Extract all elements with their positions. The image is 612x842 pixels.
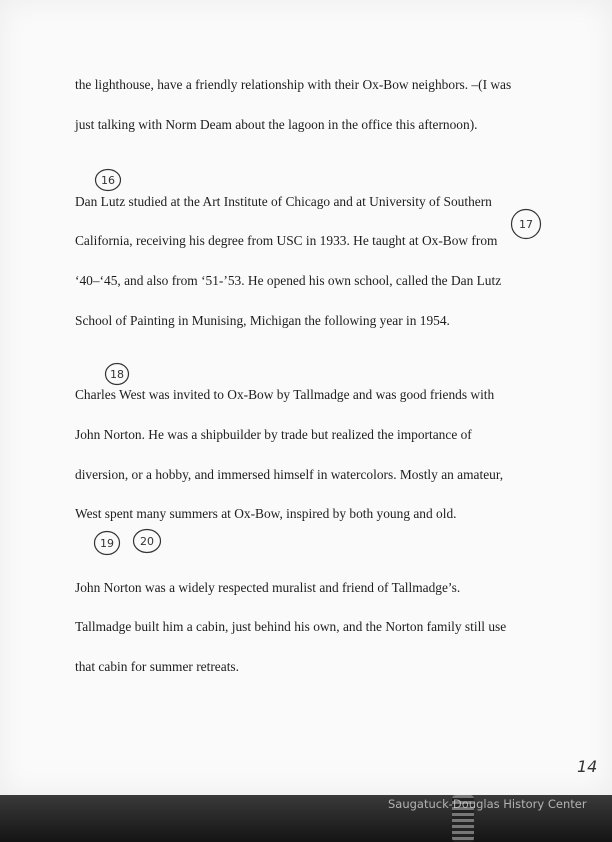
text-line: Dan Lutz studied at the Art Institute of Chicago and at University of Southern xyxy=(75,194,492,209)
page-number: 14 xyxy=(577,757,598,776)
handwritten-circled-number: 19 xyxy=(93,530,121,556)
text-line: School of Painting in Munising, Michigan the following year in 1954. xyxy=(75,313,450,328)
watermark: Saugatuck-Douglas History Center xyxy=(388,797,587,811)
handwritten-circled-number: 16 xyxy=(94,168,122,192)
text-line: Charles West was invited to Ox-Bow by Tallmadge and was good friends with xyxy=(75,387,495,402)
text-line: West spent many summers at Ox-Bow, inspired by both young and old. xyxy=(75,506,457,521)
text-line: the lighthouse, have a friendly relationship with their Ox-Bow neighbors. –(I was xyxy=(75,77,512,92)
text-line: diversion, or a hobby, and immersed himself in watercolors. Mostly an amateur, xyxy=(75,467,504,482)
handwritten-circled-number: 18 xyxy=(104,362,130,386)
text-line: Tallmadge built him a cabin, just behind his own, and the Norton family still use xyxy=(75,619,507,634)
text-line: John Norton. He was a shipbuilder by trade but realized the importance of xyxy=(75,427,472,442)
handwritten-circled-number: 20 xyxy=(132,528,162,554)
handwritten-circled-number: 17 xyxy=(510,208,542,240)
text-line: just talking with Norm Deam about the lagoon in the office this afternoon). xyxy=(75,117,478,132)
text-line: ‘40–‘45, and also from ‘51-’53. He opened his own school, called the Dan Lutz xyxy=(75,273,502,288)
text-line: John Norton was a widely respected muralist and friend of Tallmadge’s. xyxy=(75,580,461,595)
text-line: that cabin for summer retreats. xyxy=(75,659,239,674)
text-line: California, receiving his degree from USC in 1933. He taught at Ox-Bow from xyxy=(75,233,498,248)
